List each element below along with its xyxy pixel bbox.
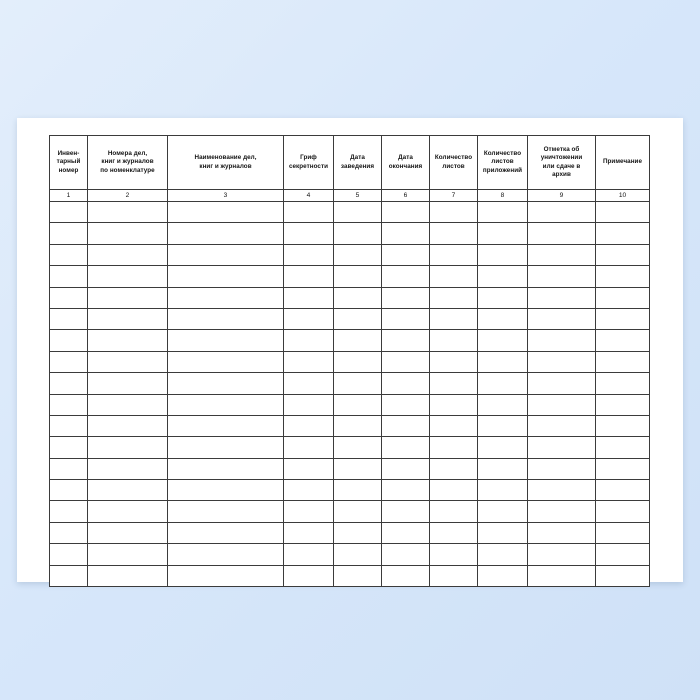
table-cell[interactable] (50, 565, 88, 586)
table-row[interactable] (50, 394, 650, 415)
table-cell[interactable] (334, 244, 382, 265)
table-cell[interactable] (528, 202, 596, 223)
table-cell[interactable] (334, 437, 382, 458)
table-cell[interactable] (284, 522, 334, 543)
table-cell[interactable] (430, 394, 478, 415)
table-cell[interactable] (430, 565, 478, 586)
table-row[interactable] (50, 501, 650, 522)
document-sheet (17, 118, 683, 582)
table-cell[interactable] (334, 330, 382, 351)
table-cell[interactable] (478, 351, 528, 372)
table-cell[interactable] (50, 437, 88, 458)
table-cell[interactable] (478, 202, 528, 223)
table-cell[interactable] (88, 501, 168, 522)
column-number-8: 8 (478, 190, 528, 202)
table-cell[interactable] (430, 202, 478, 223)
table-row[interactable] (50, 544, 650, 565)
table-cell[interactable] (430, 501, 478, 522)
table-cell[interactable] (284, 565, 334, 586)
table-cell[interactable] (284, 458, 334, 479)
table-row[interactable] (50, 480, 650, 501)
table-cell[interactable] (478, 373, 528, 394)
table-cell[interactable] (430, 480, 478, 501)
table-cell[interactable] (478, 287, 528, 308)
table-cell[interactable] (284, 330, 334, 351)
table-cell[interactable] (528, 266, 596, 287)
table-cell[interactable] (528, 544, 596, 565)
table-cell[interactable] (88, 330, 168, 351)
table-cell[interactable] (596, 202, 650, 223)
table-row[interactable] (50, 202, 650, 223)
table-cell[interactable] (596, 501, 650, 522)
table-cell[interactable] (430, 544, 478, 565)
table-cell[interactable] (478, 501, 528, 522)
table-cell[interactable] (334, 223, 382, 244)
table-row[interactable] (50, 330, 650, 351)
table-cell[interactable] (50, 373, 88, 394)
table-cell[interactable] (88, 202, 168, 223)
table-cell[interactable] (168, 202, 284, 223)
column-header-file-names: Наименование дел, книг и журналов (168, 136, 284, 190)
table-cell[interactable] (596, 480, 650, 501)
table-cell[interactable] (168, 373, 284, 394)
table-cell[interactable] (168, 415, 284, 436)
table-cell[interactable] (50, 351, 88, 372)
table-cell[interactable] (382, 266, 430, 287)
table-cell[interactable] (88, 437, 168, 458)
column-number-9: 9 (528, 190, 596, 202)
table-cell[interactable] (334, 480, 382, 501)
table-cell[interactable] (50, 308, 88, 329)
table-cell[interactable] (382, 351, 430, 372)
table-row[interactable] (50, 266, 650, 287)
table-cell[interactable] (168, 458, 284, 479)
table-cell[interactable] (596, 437, 650, 458)
table-cell[interactable] (50, 480, 88, 501)
table-cell[interactable] (88, 244, 168, 265)
column-number-3: 3 (168, 190, 284, 202)
table-cell[interactable] (284, 437, 334, 458)
table-cell[interactable] (334, 266, 382, 287)
table-cell[interactable] (88, 394, 168, 415)
table-cell[interactable] (528, 565, 596, 586)
table-row[interactable] (50, 458, 650, 479)
table-cell[interactable] (334, 351, 382, 372)
table-cell[interactable] (528, 458, 596, 479)
column-header-destruction-or-archive-mark: Отметка об уничтожении или сдаче в архив (528, 136, 596, 190)
column-header-start-date: Дата заведения (334, 136, 382, 190)
table-cell[interactable] (430, 522, 478, 543)
table-row[interactable] (50, 565, 650, 586)
table-cell[interactable] (88, 522, 168, 543)
table-cell[interactable] (528, 351, 596, 372)
table-cell[interactable] (334, 544, 382, 565)
column-header-file-numbers: Номера дел, книг и журналов по номенклатуре (88, 136, 168, 190)
table-row[interactable] (50, 308, 650, 329)
table-cell[interactable] (168, 223, 284, 244)
table-cell[interactable] (478, 565, 528, 586)
column-header-sheet-count: Количество листов (430, 136, 478, 190)
table-cell[interactable] (596, 244, 650, 265)
column-number-6: 6 (382, 190, 430, 202)
table-cell[interactable] (430, 287, 478, 308)
table-cell[interactable] (168, 480, 284, 501)
table-cell[interactable] (284, 501, 334, 522)
column-number-row (50, 190, 650, 202)
table-cell[interactable] (478, 458, 528, 479)
table-cell[interactable] (168, 266, 284, 287)
table-cell[interactable] (88, 415, 168, 436)
table-cell[interactable] (596, 458, 650, 479)
table-cell[interactable] (88, 544, 168, 565)
table-cell[interactable] (596, 522, 650, 543)
table-cell[interactable] (382, 437, 430, 458)
table-cell[interactable] (334, 373, 382, 394)
table-row[interactable] (50, 244, 650, 265)
table-cell[interactable] (430, 244, 478, 265)
table-cell[interactable] (88, 351, 168, 372)
table-cell[interactable] (382, 501, 430, 522)
table-cell[interactable] (478, 223, 528, 244)
table-cell[interactable] (284, 373, 334, 394)
table-cell[interactable] (50, 394, 88, 415)
column-header-notes: Примечание (596, 136, 650, 190)
table-cell[interactable] (168, 522, 284, 543)
table-cell[interactable] (168, 287, 284, 308)
table-cell[interactable] (430, 223, 478, 244)
table-cell[interactable] (382, 330, 430, 351)
table-cell[interactable] (528, 437, 596, 458)
table-row[interactable] (50, 373, 650, 394)
table-cell[interactable] (334, 202, 382, 223)
table-header (50, 136, 650, 202)
table-cell[interactable] (382, 287, 430, 308)
table-cell[interactable] (334, 501, 382, 522)
table-cell[interactable] (528, 330, 596, 351)
table-cell[interactable] (478, 308, 528, 329)
table-cell[interactable] (382, 415, 430, 436)
table-cell[interactable] (382, 394, 430, 415)
table-cell[interactable] (284, 308, 334, 329)
table-cell[interactable] (478, 522, 528, 543)
table-cell[interactable] (478, 437, 528, 458)
table-cell[interactable] (168, 565, 284, 586)
column-header-secrecy-mark: Гриф секретности (284, 136, 334, 190)
table-cell[interactable] (50, 544, 88, 565)
table-cell[interactable] (284, 266, 334, 287)
table-row[interactable] (50, 223, 650, 244)
table-cell[interactable] (334, 458, 382, 479)
table-cell[interactable] (168, 544, 284, 565)
table-cell[interactable] (528, 287, 596, 308)
table-cell[interactable] (88, 266, 168, 287)
table-cell[interactable] (596, 373, 650, 394)
table-cell[interactable] (528, 415, 596, 436)
table-cell[interactable] (430, 373, 478, 394)
table-cell[interactable] (430, 308, 478, 329)
table-cell[interactable] (528, 501, 596, 522)
table-cell[interactable] (430, 266, 478, 287)
table-cell[interactable] (88, 480, 168, 501)
table-cell[interactable] (88, 373, 168, 394)
table-cell[interactable] (50, 287, 88, 308)
table-cell[interactable] (596, 287, 650, 308)
table-cell[interactable] (334, 522, 382, 543)
table-cell[interactable] (284, 287, 334, 308)
column-number-5: 5 (334, 190, 382, 202)
table-cell[interactable] (528, 223, 596, 244)
table-cell[interactable] (430, 437, 478, 458)
table-cell[interactable] (382, 565, 430, 586)
table-cell[interactable] (478, 415, 528, 436)
table-cell[interactable] (430, 330, 478, 351)
table-cell[interactable] (284, 415, 334, 436)
column-header-inventory-number: Инвен- тарный номер (50, 136, 88, 190)
table-cell[interactable] (168, 501, 284, 522)
table-cell[interactable] (168, 244, 284, 265)
table-cell[interactable] (284, 223, 334, 244)
table-cell[interactable] (50, 522, 88, 543)
table-cell[interactable] (596, 565, 650, 586)
table-cell[interactable] (528, 308, 596, 329)
table-cell[interactable] (334, 415, 382, 436)
table-cell[interactable] (596, 415, 650, 436)
table-cell[interactable] (596, 351, 650, 372)
table-cell[interactable] (430, 415, 478, 436)
table-cell[interactable] (478, 244, 528, 265)
column-number-7: 7 (430, 190, 478, 202)
column-header-appendix-sheet-count: Количество листов приложений (478, 136, 528, 190)
table-cell[interactable] (382, 373, 430, 394)
table-cell[interactable] (50, 223, 88, 244)
table-cell[interactable] (284, 202, 334, 223)
table-cell[interactable] (596, 394, 650, 415)
table-cell[interactable] (168, 308, 284, 329)
inventory-register-table (49, 135, 650, 587)
table-cell[interactable] (88, 223, 168, 244)
table-cell[interactable] (478, 394, 528, 415)
table-cell[interactable] (382, 223, 430, 244)
table-cell[interactable] (88, 308, 168, 329)
column-header-end-date: Дата окончания (382, 136, 430, 190)
table-row[interactable] (50, 351, 650, 372)
column-number-1: 1 (50, 190, 88, 202)
table-cell[interactable] (596, 308, 650, 329)
table-cell[interactable] (284, 394, 334, 415)
table-cell[interactable] (596, 223, 650, 244)
table-cell[interactable] (382, 522, 430, 543)
table-cell[interactable] (50, 458, 88, 479)
table-cell[interactable] (88, 458, 168, 479)
table-cell[interactable] (168, 330, 284, 351)
table-cell[interactable] (50, 202, 88, 223)
table-cell[interactable] (50, 244, 88, 265)
table-cell[interactable] (382, 244, 430, 265)
table-body (50, 202, 650, 587)
table-cell[interactable] (382, 202, 430, 223)
table-cell[interactable] (50, 501, 88, 522)
table-cell[interactable] (528, 522, 596, 543)
column-number-10: 10 (596, 190, 650, 202)
table-cell[interactable] (88, 287, 168, 308)
table-cell[interactable] (284, 244, 334, 265)
table-cell[interactable] (334, 565, 382, 586)
table-cell[interactable] (284, 351, 334, 372)
table-cell[interactable] (528, 244, 596, 265)
table-cell[interactable] (382, 458, 430, 479)
column-number-2: 2 (88, 190, 168, 202)
table-cell[interactable] (168, 437, 284, 458)
table-cell[interactable] (430, 351, 478, 372)
table-cell[interactable] (478, 330, 528, 351)
table-cell[interactable] (334, 287, 382, 308)
table-cell[interactable] (50, 266, 88, 287)
table-cell[interactable] (430, 458, 478, 479)
table-cell[interactable] (168, 351, 284, 372)
table-cell[interactable] (478, 266, 528, 287)
table-cell[interactable] (382, 308, 430, 329)
table-row[interactable] (50, 415, 650, 436)
table-cell[interactable] (334, 394, 382, 415)
table-cell[interactable] (284, 544, 334, 565)
table-cell[interactable] (382, 544, 430, 565)
table-cell[interactable] (596, 266, 650, 287)
table-cell[interactable] (382, 480, 430, 501)
table-row[interactable] (50, 287, 650, 308)
table-cell[interactable] (596, 330, 650, 351)
table-container (49, 135, 649, 587)
table-cell[interactable] (168, 394, 284, 415)
table-cell[interactable] (478, 544, 528, 565)
header-row (50, 136, 650, 190)
table-row[interactable] (50, 522, 650, 543)
table-cell[interactable] (596, 544, 650, 565)
table-cell[interactable] (478, 480, 528, 501)
table-cell[interactable] (88, 565, 168, 586)
table-cell[interactable] (334, 308, 382, 329)
table-row[interactable] (50, 437, 650, 458)
table-cell[interactable] (284, 480, 334, 501)
table-cell[interactable] (528, 394, 596, 415)
table-cell[interactable] (528, 373, 596, 394)
table-cell[interactable] (50, 330, 88, 351)
column-number-4: 4 (284, 190, 334, 202)
table-cell[interactable] (528, 480, 596, 501)
table-cell[interactable] (50, 415, 88, 436)
